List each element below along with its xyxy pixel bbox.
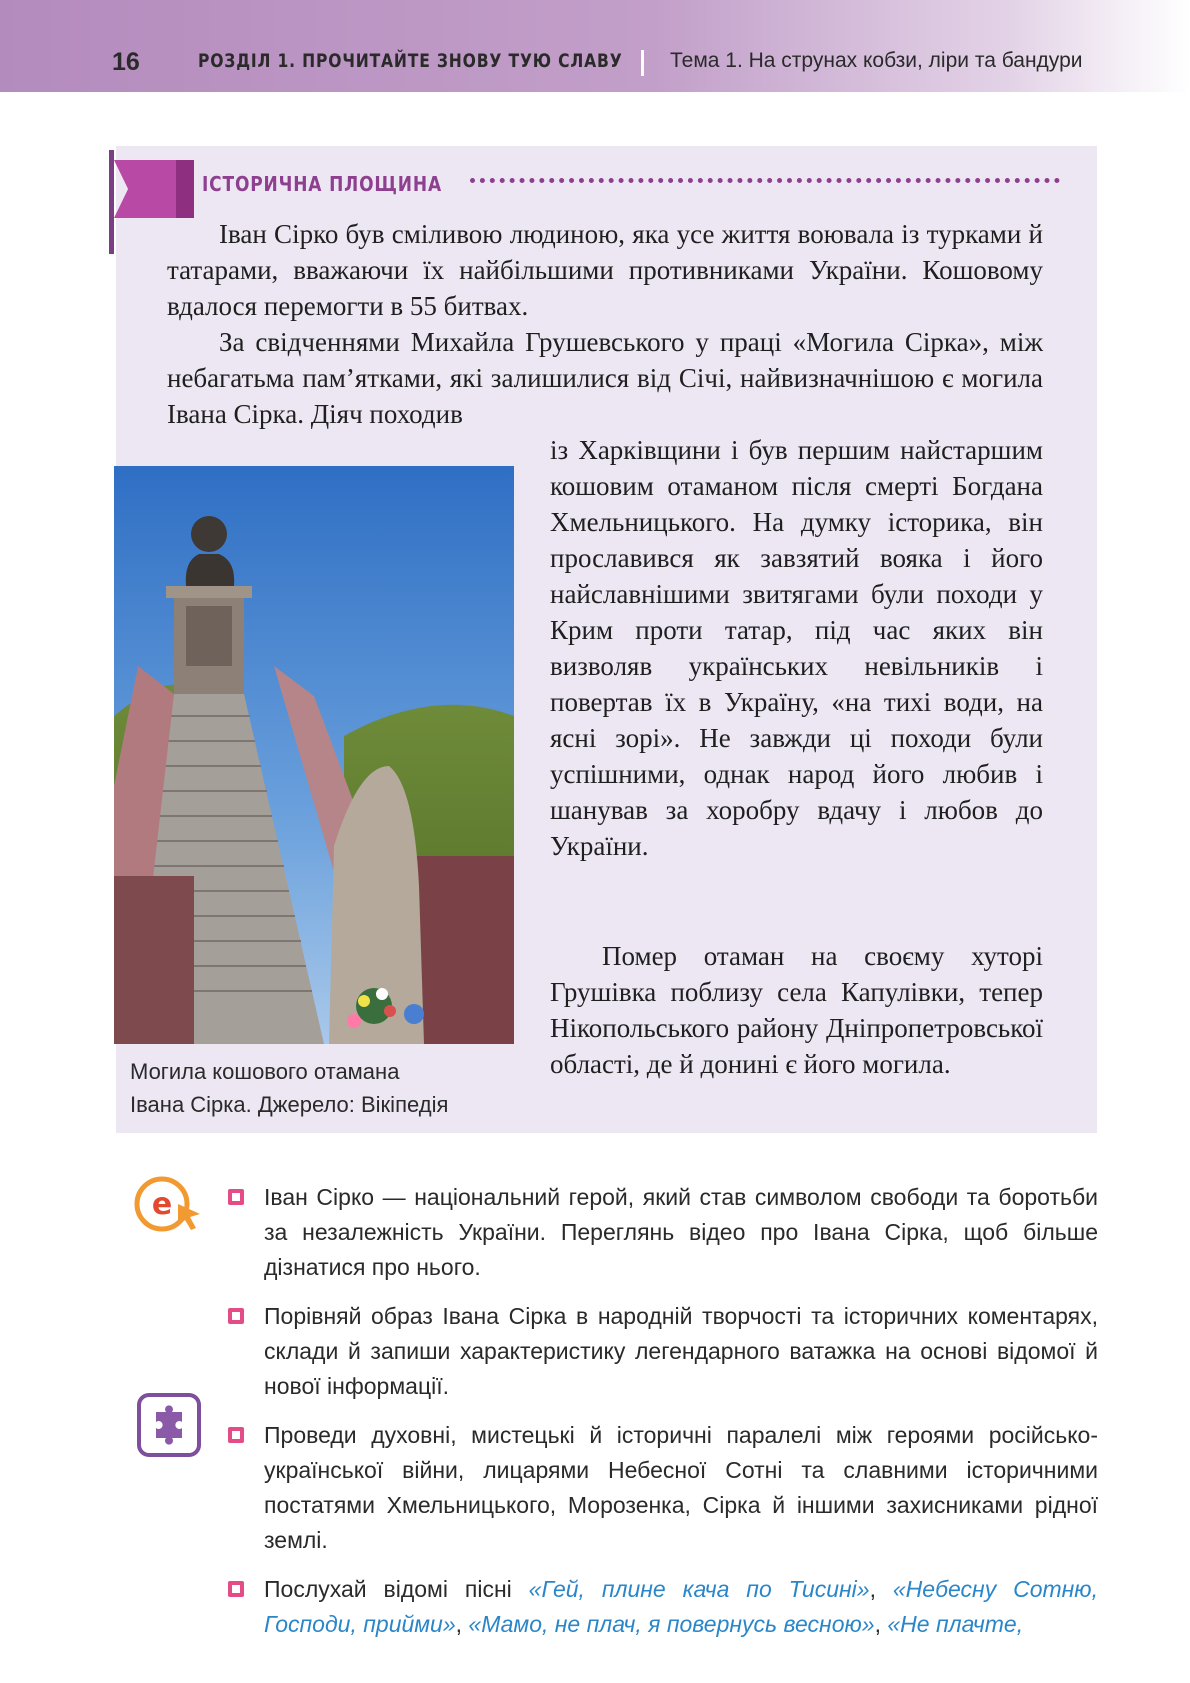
- photo-caption: [130, 1055, 448, 1121]
- song-link-1[interactable]: «Гей, плине кача по Тисині»: [528, 1576, 870, 1602]
- task-text-2: Порівняй образ Івана Сірка в народній творчості та історичних коментарях, склади й запиши характеристику легендарного ватажка на основі відомої й нової інформації.: [264, 1303, 1098, 1399]
- historical-paragraph-2: За свідченнями Михайла Грушевського у праці «Могила Сірка», між небагатьма пам’ятками, які залишилися від Січі, найвизначнішою є могила Івана Сірка. Діяч походив: [167, 327, 1043, 429]
- list-item: [228, 1418, 1098, 1558]
- song-sep-2: ,: [455, 1611, 463, 1637]
- historical-paragraph-3: із Харківщини і був першим найстаршим кошовим отаманом після смерті Богдана Хмельницького. На думку історика, він прославився як завзятий вояка і його найславнішими звитягами були походи у Крим проти татар, під час яких він визволяв українських невільників і повертав їх в Україну, «на тихі води, на ясні зорі». Не завжди ці походи були успішними, однак народ його любив і шанував за хоробру вдачу і любов до України.: [550, 435, 1043, 861]
- caption-line-2: Івана Сірка. Джерело: Вікіпедія: [130, 1092, 449, 1117]
- task-text-3: Проведи духовні, мистецькі й історичні паралелі між героями російсько-української війни, лицарями Небесної Сотні та славними історичними постатями Хмельницького, Морозенка, Сірка й іншими захисниками рідної землі.: [264, 1422, 1098, 1553]
- song-link-2[interactable]: «Небесну Сотню, Господи, прийми»: [264, 1576, 1098, 1637]
- task-text-4: Послухай відомі пісні: [264, 1576, 512, 1602]
- title-dotted-line: [470, 178, 1060, 183]
- topic-title: Тема 1. На струнах кобзи, ліри та бандури: [670, 49, 1083, 72]
- bullet-icon: [228, 1189, 244, 1205]
- list-item: [228, 1180, 1098, 1285]
- puzzle-icon[interactable]: [136, 1392, 202, 1458]
- header-divider: [641, 50, 644, 76]
- page-number: 16: [112, 48, 140, 76]
- historical-paragraph-4: Помер отаман на своєму хуторі Грушівка поблизу села Капулівки, тепер Нікопольського району Дніпропетровської області, де й донині є його могила.: [550, 941, 1043, 1079]
- task-list: [228, 1180, 1098, 1656]
- bullet-icon: [228, 1427, 244, 1443]
- song-sep-1: ,: [869, 1576, 876, 1602]
- flag-icon: [109, 150, 114, 254]
- flag-fold: [176, 160, 194, 218]
- song-link-4[interactable]: «Не плачте,: [887, 1611, 1024, 1637]
- monument-photo: [114, 466, 514, 1044]
- list-item: [228, 1572, 1098, 1642]
- historical-paragraph-1: Іван Сірко був сміливою людиною, яка усе життя воювала із турками й татарами, вважаючи їх найбільшими противниками України. Кошовому вдалося перемогти в 55 битвах.: [167, 219, 1043, 321]
- historical-title: ІСТОРИЧНА ПЛОЩИНА: [202, 172, 442, 196]
- song-sep-3: ,: [874, 1611, 881, 1637]
- caption-line-1: Могила кошового отамана: [130, 1059, 400, 1084]
- task-text-1: Іван Сірко — національний герой, який став символом свободи та боротьби за незалежність України. Переглянь відео про Івана Сірка, щоб більше дізнатися про нього.: [264, 1184, 1098, 1280]
- list-item: [228, 1299, 1098, 1404]
- song-link-3[interactable]: «Мамо, не плач, я повернусь весною»: [468, 1611, 875, 1637]
- bullet-icon: [228, 1581, 244, 1597]
- e-learning-icon[interactable]: [134, 1174, 204, 1234]
- bullet-icon: [228, 1308, 244, 1324]
- page-header: [0, 0, 1190, 92]
- svg-text:e: e: [151, 1187, 173, 1222]
- section-title: РОЗДІЛ 1. ПРОЧИТАЙТЕ ЗНОВУ ТУЮ СЛАВУ: [198, 50, 623, 72]
